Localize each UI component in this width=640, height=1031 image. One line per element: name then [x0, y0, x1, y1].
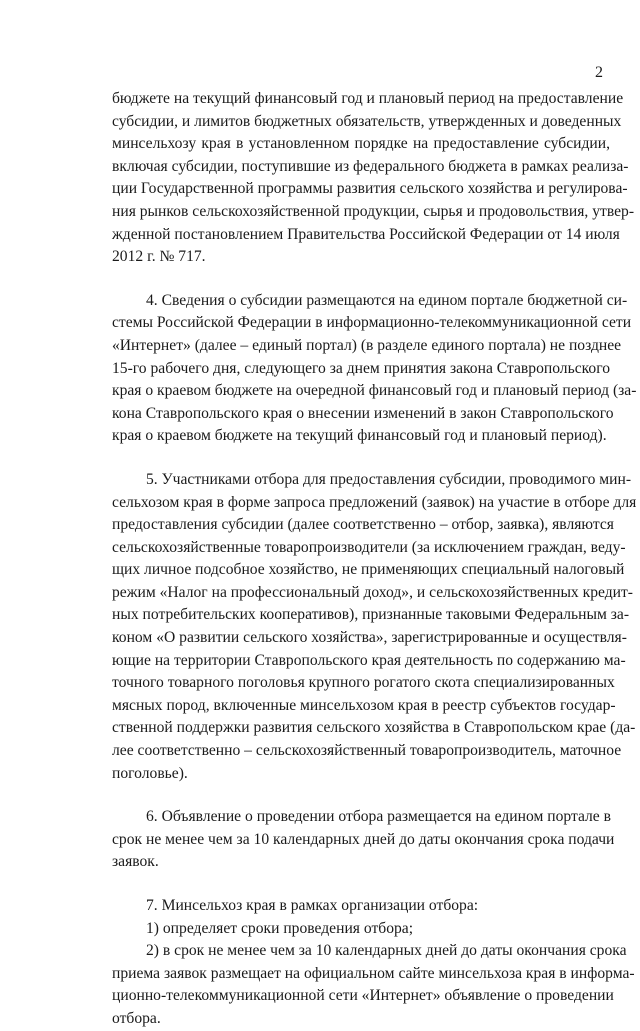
text-line: бюджете на текущий финансовый год и плановый период на предоставление — [112, 90, 624, 107]
text-line: лее соответственно – сельскохозяйственный товаропроизводитель, маточное — [112, 742, 622, 760]
text-line: режим «Налог на профессиональный доход», и сельскохозяйственных кредит- — [112, 583, 634, 601]
text-line: ственной поддержки развития сельского хозяйства в Ставропольском крае (да- — [112, 719, 636, 737]
page-number: 2 — [595, 64, 603, 81]
paragraph-gap — [112, 874, 610, 895]
text-line: ции Государственной программы развития сельского хозяйства и регулирова- — [112, 180, 628, 198]
text-line: приема заявок размещает на официальном сайте минсельхоза края в информа- — [112, 964, 635, 982]
text-line: края о краевом бюджете на текущий финансовый год и плановый период). — [112, 427, 607, 445]
text-line: точного товарного поголовья крупного рогатого скота специализированных — [112, 674, 615, 692]
text-line: субсидии, и лимитов бюджетных обязательств, утвержденных и доведенных — [112, 112, 622, 130]
text-line: ния рынков сельскохозяйственной продукции, сырья и продовольствия, утвер- — [112, 202, 635, 220]
text-line: поголовье). — [112, 764, 188, 782]
text-line: предоставления субсидии (далее соответственно – отбор, заявка), являются — [112, 516, 614, 534]
paragraph-p-4 — [112, 290, 637, 448]
text-line: 2012 г. № 717. — [112, 248, 206, 266]
text-line: 2) в срок не менее чем за 10 календарных дней до даты окончания срока — [146, 942, 627, 960]
text-line: жденной постановлением Правительства Российской Федерации от 14 июля — [112, 225, 620, 243]
paragraph-gap — [112, 785, 610, 806]
text-line: ных потребительских кооперативов), признанные таковыми Федеральным за- — [112, 606, 630, 624]
text-line: отбора. — [112, 1009, 161, 1027]
text-line: ционно-телекоммуникационной сети «Интернет» объявление о проведении — [112, 987, 614, 1005]
text-line: щих личное подсобное хозяйство, не применяющих специальный налоговый — [112, 561, 625, 579]
text-line: мясных пород, включенные минсельхозом края в реестр субъектов государ- — [112, 696, 616, 714]
text-line: кона Ставропольского края о внесении изменений в закон Ставропольского — [112, 404, 614, 422]
text-line: срок не менее чем за 10 календарных дней до даты окончания срока подачи — [112, 830, 615, 848]
paragraph-p-7 — [112, 895, 610, 918]
text-line: края о краевом бюджете на очередной финансовый год и плановый период (за- — [112, 382, 637, 400]
text-line: включая субсидии, поступившие из федерального бюджета в рамках реализа- — [112, 157, 629, 175]
text-line: ющие на территории Ставропольского края деятельность по содержанию ма- — [112, 651, 626, 669]
text-line: коном «О развитии сельского хозяйства», зарегистрированные и осуществля- — [112, 629, 627, 647]
paragraph-p-5 — [112, 469, 637, 785]
document-body — [112, 88, 637, 1031]
text-line: сельскохозяйственные товаропроизводители (за исключением граждан, веду- — [112, 538, 626, 556]
text-line: 1) определяет сроки проведения отбора; — [146, 919, 414, 937]
text-line: 7. Минсельхоз края в рамках организации отбора: — [146, 897, 479, 914]
text-line: «Интернет» (далее – единый портал) (в разделе единого портала) не позднее — [112, 336, 622, 354]
text-line: минсельхозу края в установленном порядке на предоставление субсидии, — [112, 135, 610, 153]
text-line: 5. Участниками отбора для предоставления субсидии, проводимого мин- — [146, 470, 632, 488]
paragraph-gap — [112, 269, 610, 290]
text-line: 4. Сведения о субсидии размещаются на едином портале бюджетной си- — [146, 291, 628, 309]
text-line: 6. Объявление о проведении отбора размещается на едином портале в — [146, 808, 611, 826]
paragraph-p-continuation — [112, 88, 635, 269]
text-line: 15-го рабочего дня, следующего за днем принятия закона Ставропольского — [112, 359, 610, 377]
paragraph-p-6 — [112, 806, 615, 874]
paragraph-p-7-2 — [112, 940, 635, 1030]
paragraph-gap — [112, 448, 610, 469]
text-line: заявок. — [112, 853, 159, 871]
text-line: сельхозом края в форме запроса предложений (заявок) на участие в отборе для — [112, 493, 637, 511]
text-line: стемы Российской Федерации в информационно-телекоммуникационной сети — [112, 314, 632, 332]
paragraph-p-7-1 — [112, 918, 610, 941]
